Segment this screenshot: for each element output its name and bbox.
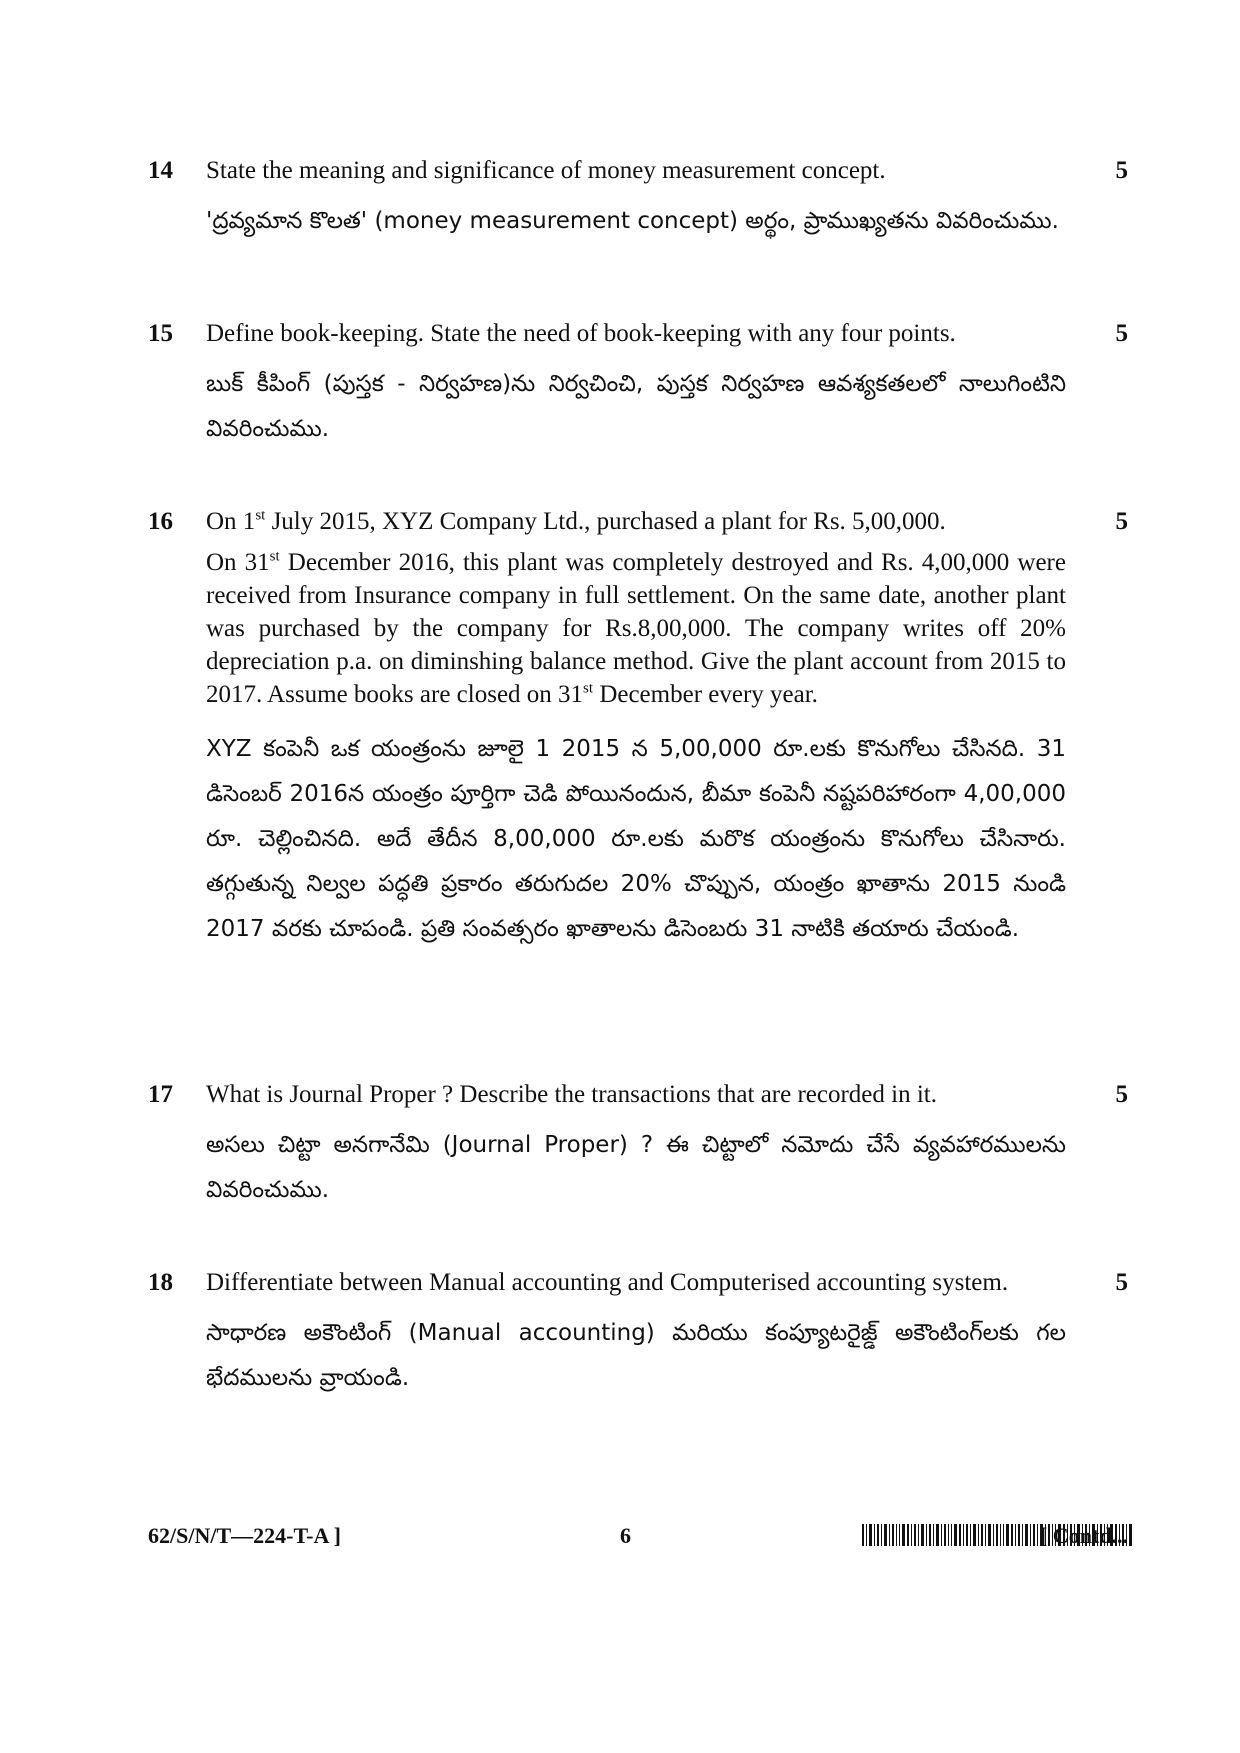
question-marks: 5 bbox=[1115, 1269, 1128, 1296]
question-text-english: Define book-keeping. State the need of book-keeping with any four points. bbox=[206, 320, 956, 347]
page-number: 6 bbox=[620, 1523, 631, 1548]
question-marks: 5 bbox=[1115, 508, 1128, 535]
question-text-english: State the meaning and significance of money measurement concept. bbox=[206, 157, 886, 184]
question-number: 18 bbox=[148, 1269, 173, 1296]
question-body bbox=[206, 1266, 1066, 1401]
question-body bbox=[206, 505, 1066, 952]
question-marks: 5 bbox=[1115, 157, 1128, 184]
question-text-english: Differentiate between Manual accounting and Computerised accounting system. bbox=[206, 1269, 1009, 1296]
question-text-telugu: 'ద్రవ్యమాన కొలత' (money measurement concept) అర్థం, ప్రాముఖ్యతను వివరించుము. bbox=[206, 208, 1059, 234]
question-marks: 5 bbox=[1115, 320, 1128, 347]
superscript: st bbox=[583, 680, 594, 697]
question-number: 16 bbox=[148, 508, 173, 535]
text-segment: On 31 bbox=[206, 549, 270, 576]
question-marks: 5 bbox=[1115, 1081, 1128, 1108]
question-number: 15 bbox=[148, 320, 173, 347]
question-body bbox=[206, 1078, 1066, 1213]
superscript: st bbox=[255, 507, 266, 524]
question-text-telugu: సాధారణ అకౌంటింగ్ (Manual accounting) మరియు కంప్యూటరైజ్డ్ అకౌంటింగ్‌లకు గల భేదములను వ్రాయండి. bbox=[206, 1320, 1066, 1391]
question-text-english: What is Journal Proper ? Describe the transactions that are recorded in it. bbox=[206, 1081, 937, 1108]
question-text-telugu: XYZ కంపెనీ ఒక యంత్రంను జూలై 1 2015 న 5,00,000 రూ.లకు కొనుగోలు చేసినది. 31 డిసెంబర్ 2016న యంత్రం పూర్తిగా చెడి పోయినందున, బీమా కంపెనీ నష్టపరిహారంగా 4,00,000 రూ. చెల్లించినది. అదే తేదీన 8,00,000 రూ.లకు మరొక యంత్రంను కొనుగోలు చేసినారు. తగ్గుతున్న నిల్వల పద్ధతి ప్రకారం తరుగుదల 20% చొప్పున, యంత్రం ఖాతాను 2015 నుండి 2017 వరకు చూపండి. ప్రతి సంవత్సరం ఖాతాలను డిసెంబరు 31 నాటికి తయారు చేయండి. bbox=[206, 736, 1066, 942]
question-text-english-line1 bbox=[206, 505, 1066, 538]
paper-code: 62/S/N/T—224-T-A ] bbox=[148, 1523, 341, 1548]
text-segment: December 2016, this plant was completely destroyed and Rs. 4,00,000 were received from Insurance company in full settlement. On the same date, another plant was purchased by the company for Rs.8,00,000. The company writes off 20% depreciation p.a. on diminshing balance method. Give the plant account from 2015 to 2017. Assume books are closed on 31 bbox=[206, 549, 1066, 708]
page-footer bbox=[148, 1518, 1128, 1554]
question-text-telugu: అసలు చిట్టా అనగానేమి (Journal Proper) ? ఈ చిట్టాలో నమోదు చేసే వ్యవహారములను వివరించుము. bbox=[206, 1132, 1066, 1203]
question-body bbox=[206, 317, 1066, 452]
question-number: 14 bbox=[148, 157, 173, 184]
text-segment: July 2015, XYZ Company Ltd., purchased a plant for Rs. 5,00,000. bbox=[265, 508, 946, 535]
question-body bbox=[206, 154, 1066, 244]
question-text-telugu: బుక్ కీపింగ్ (పుస్తక - నిర్వహణ)ను నిర్వచించి, పుస్తక నిర్వహణ ఆవశ్యకతలలో నాలుగింటిని వివరించుము. bbox=[206, 371, 1066, 442]
question-text-english-line2 bbox=[206, 546, 1066, 711]
text-segment: On 1 bbox=[206, 508, 256, 535]
question-number: 17 bbox=[148, 1081, 173, 1108]
continued-label: [ Contd... bbox=[1039, 1523, 1128, 1548]
superscript: st bbox=[269, 548, 280, 565]
text-segment: December every year. bbox=[593, 681, 818, 708]
